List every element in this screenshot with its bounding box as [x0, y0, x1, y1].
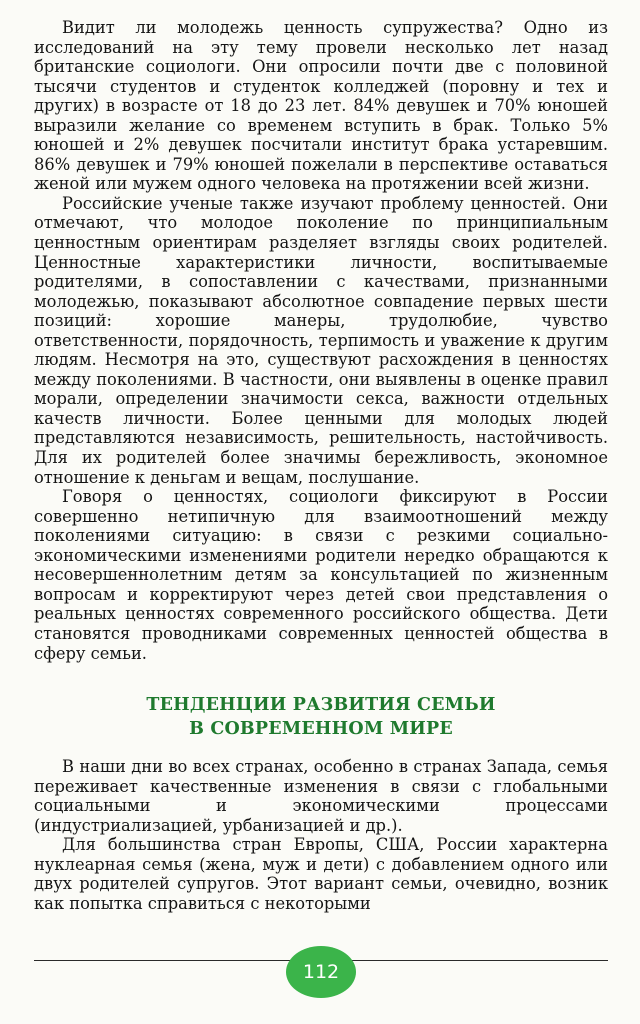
paragraph-russian-values-research: Российские ученые также изучают проблему ценностей. Они отмечают, что молодое поколение по принципиальным ценностным ориентирам разделяет взгляды своих родителей. Ценностные характеристики личности, воспитываемые родителями, в сопоставлении с качествами, признанными молодежью, показывают абсолютное совпадение первых шести позиций: хорошие манеры, трудолюбие, чувство ответственности, порядочность, терпимость и уважение к другим людям. Несмотря на это, существуют расхождения в ценностях между поколениями. В частности, они выявлены в оценке правил морали, определении значимости секса, важности отдельных качеств личности. Более ценными для молодых людей представляются независимость, решительность, настойчивость. Для их родителей более значимы бережливость, экономное отношение к деньгам и вещам, послушание. — [34, 193, 608, 487]
paragraph-generations-consultation: Говоря о ценностях, социологи фиксируют в России совершенно нетипичную для взаимоотношений между поколениями ситуацию: в связи с резкими социально-экономическими изменениями родители нередко обращаются к несовершеннолетним детям за консультацией по жизненным вопросам и корректируют через детей свои представления о реальных ценностях современного российского общества. Дети становятся проводниками современных ценностей общества в сферу семьи. — [34, 487, 608, 663]
page-number-badge: 112 — [286, 946, 356, 998]
paragraph-youth-marriage-survey: Видит ли молодежь ценность супружества? Одно из исследований на эту тему провели несколько лет назад британские социологи. Они опросили почти две с половиной тысячи студентов и студенток колледжей (поровну и тех и других) в возрасте от 18 до 23 лет. 84% девушек и 70% юношей выразили желание со временем вступить в брак. Только 5% юношей и 2% девушек посчитали институт брака устаревшим. 86% девушек и 79% юношей пожелали в перспективе оставаться женой или мужем одного человека на протяжении всей жизни. — [34, 18, 608, 194]
section-heading-line-2: В СОВРЕМЕННОМ МИРЕ — [189, 719, 453, 740]
paragraph-family-changes: В наши дни во всех странах, особенно в странах Запада, семья переживает качественные изменения в связи с глобальными социальными и экономическими процессами (индустриализацией, урбанизацией и др.). — [34, 757, 608, 835]
section-heading — [34, 693, 608, 741]
page-content — [34, 18, 608, 913]
section-heading-line-1: ТЕНДЕНЦИИ РАЗВИТИЯ СЕМЬИ — [146, 695, 496, 716]
paragraph-nuclear-family: Для большинства стран Европы, США, России характерна нуклеарная семья (жена, муж и дети) с добавлением одного или двух родителей супругов. Этот вариант семьи, очевидно, возник как попытка справиться с некоторыми — [34, 835, 608, 913]
